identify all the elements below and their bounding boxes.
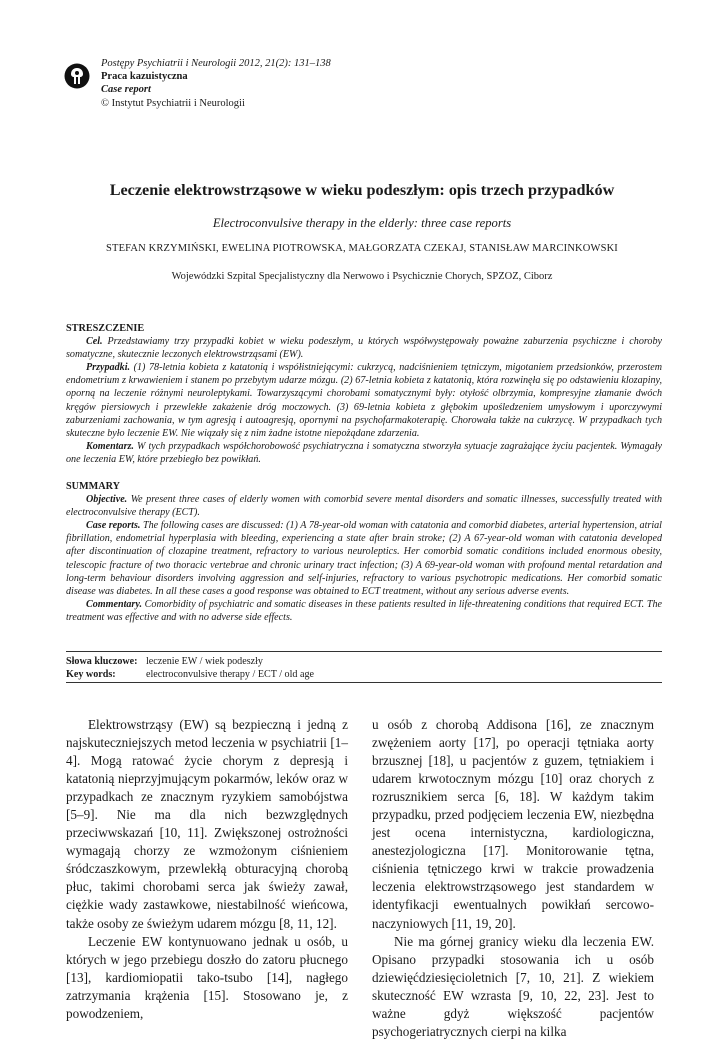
abstract-polish-heading: STRESZCZENIE <box>66 323 145 334</box>
affiliation: Wojewódzki Szpital Specjalistyczny dla Nerwowo i Psychicznie Chorych, SPZOZ, Ciborz <box>171 271 553 282</box>
paragraph-text: Comorbidity of psychiatric and somatic diseases in these patients resulted in life-threatening conditions that required ECT. The treatment was effective and with no adverse side effects. <box>66 598 662 623</box>
abstract-english-heading: SUMMARY <box>66 481 120 492</box>
abstract-paragraph <box>66 493 662 519</box>
keywords-block <box>66 655 314 681</box>
body-column-right <box>372 716 654 1041</box>
paragraph-text: We present three cases of elderly women with comorbid severe mental disorders and somatic illnesses, successfully treated with electroconvulsive therapy (ECT). <box>66 494 662 519</box>
keywords-rule-top <box>66 651 662 652</box>
keywords-pl-value: leczenie EW / wiek podeszły <box>146 656 263 667</box>
paragraph-label: Komentarz. <box>86 440 134 452</box>
abstract-polish <box>66 322 662 466</box>
paragraph-label: Objective. <box>86 494 128 506</box>
article-title: Leczenie elektrowstrząsowe w wieku podeszłym: opis trzech przypadków <box>109 181 615 199</box>
title-block <box>60 180 664 282</box>
body-paragraph: Nie ma górnej granicy wieku dla leczenia EW. Opisano przypadki stosowania ich u osób dziewięćdziesięcioletnich [7, 10, 21]. Z wiekiem skuteczność EW wzrasta [9, 10, 22, 23]. Jest to ważne gdyż większość pacjentów psychogeriatrycznych cierpi na kilka <box>372 933 654 1039</box>
journal-citation: Postępy Psychiatrii i Neurologii 2012, 21(2): 131–138 <box>101 58 331 69</box>
institute-logo-icon <box>64 63 90 89</box>
body-column-left <box>66 716 348 1023</box>
keywords-en-label: Key words: <box>66 669 116 680</box>
abstract-paragraph <box>66 598 662 624</box>
authors: STEFAN KRZYMIŃSKI, EWELINA PIOTROWSKA, MAŁGORZATA CZEKAJ, STANISŁAW MARCINKOWSKI <box>106 243 618 254</box>
body-paragraph: Elektrowstrząsy (EW) są bezpieczną i jedną z najskuteczniejszych metod leczenia w psychiatrii [1–4]. Mogą ratować życie chorym z depresją i katatonią nieprzyjmującym pokarmów, leków oraz w przypadkach ze znacznym ryzykiem samobójstwa [5–9]. Nie ma dla nich bezwzględnych przeciwwskazań [10, 11]. Zwiększonej ostrożności wymagają chorzy ze wzmożonym ciśnieniem śródczaszkowym, przewlekłą obturacyjną chorobą płuc, takimi chorobami serca jak świeży zawał, ciężkie wady zastawkowe, niestabilność wieńcowa, także osoby ze świeżym udarem mózgu [8, 11, 12]. <box>66 717 348 931</box>
article-subtitle: Electroconvulsive therapy in the elderly: three case reports <box>212 216 512 230</box>
abstract-english <box>66 480 662 624</box>
keywords-pl-label: Słowa kluczowe: <box>66 656 138 667</box>
paragraph-text: W tych przypadkach współchorobowość psychiatryczna i somatyczna stworzyła sytuacje zagrażające życiu pacjentek. Wymagały one leczenia EW, które przebiegło bez powikłań. <box>66 440 662 465</box>
paragraph-label: Cel. <box>86 336 103 348</box>
keywords-rule-bottom <box>66 682 662 683</box>
article-type-en: Case report <box>101 84 151 96</box>
body-paragraph: Leczenie EW kontynuowano jednak u osób, u których w jego przebiegu doszło do zatoru płucnego [13], kardiomiopatii tako-tsubo [14], nagłego zatrzymania krążenia [15]. Stosowano je, z powodzeniem, <box>66 933 348 1021</box>
paragraph-label: Przypadki. <box>86 362 131 374</box>
copyright: © Instytut Psychiatrii i Neurologii <box>101 97 245 109</box>
abstract-paragraph <box>66 361 662 440</box>
abstract-paragraph <box>66 335 662 361</box>
paragraph-label: Commentary. <box>86 598 142 610</box>
abstract-paragraph <box>66 440 662 466</box>
paragraph-text: The following cases are discussed: (1) A 78-year-old woman with catatonia and comorbid diabetes, arterial hypertension, atrial fibrillation, endometrial hyperplasia with bleeding, experiencing a state after brain stroke; (2) A 67-year-old woman with catatonia developed after discontinuation of clozapine treatment, refractory to various neuroleptics. Her comorbid somatic conditions included enormous obesity, telescopic fracture of two thoracic vertebrae and chronic urinary tract infection; (3) A 69-year-old woman with profound mental retardation and long-term behaviour disorders involving aggression and self-injuries, refractory to various psychotropic medications. Her comorbid somatic disease was diabetes. In all these cases a good response was obtained to ECT treatment, without any serious adverse events. <box>66 520 662 597</box>
paragraph-text: Przedstawiamy trzy przypadki kobiet w wieku podeszłym, u których współwystępowały poważne zaburzenia psychiczne i choroby somatyczne, skutecznie leczonych elektrowstrząsami (EW). <box>66 336 662 361</box>
body-paragraph: u osób z chorobą Addisona [16], ze znacznym zwężeniem aorty [17], po operacji tętniaka aorty brzusznej [18], u pacjentów z guzem, tętniakiem i udarem krwotocznym mózgu [10] oraz chorych z rozrusznikiem serca [6, 18]. W każdym takim przypadku, przed podjęciem leczenia EW, niezbędna jest ocena internistyczna, kardiologiczna, anestezjologiczna [17]. Monitorowanie tętna, ciśnienia tętniczego krwi w trakcie prowadzenia leczenia elektrowstrząsowego jest standardem w identyfikacji ewentualnych powikłań sercowo-naczyniowych [11, 19, 20]. <box>372 717 654 931</box>
abstract-paragraph <box>66 519 662 598</box>
paragraph-text: (1) 78-letnia kobieta z katatonią i współistniejącymi: cukrzycą, nadciśnieniem tętniczym, migotaniem przedsionków, przerostem endometrium z krwawieniem i stanem po przebytym udarze mózgu. (2) 67-letnia kobieta z katatonią, która rozwinęła się po odstawieniu klozapiny, oporną na leczenie różnymi neuroleptykami. Towarzyszącymi chorobami somatycznymi były: otyłość olbrzymia, kompresyjne złamanie dwóch kręgów piersiowych i przewlekłe zakażenie dróg moczowych. (3) 69-letnia kobieta z głębokim upośledzeniem umysłowym i uporczywymi zaburzeniami zachowania, w tym agresją i autoagresją, opornymi na psychofarmakoterapię. Chorowała także na cukrzycę. W przypadkach tych skuteczne było leczenie EW. Nie wiązały się z nim żadne istotne niepożądane zdarzenia. <box>66 362 662 439</box>
keywords-en-value: electroconvulsive therapy / ECT / old age <box>146 669 314 680</box>
paragraph-label: Case reports. <box>86 520 141 532</box>
article-type-pl: Praca kazuistyczna <box>101 71 188 83</box>
